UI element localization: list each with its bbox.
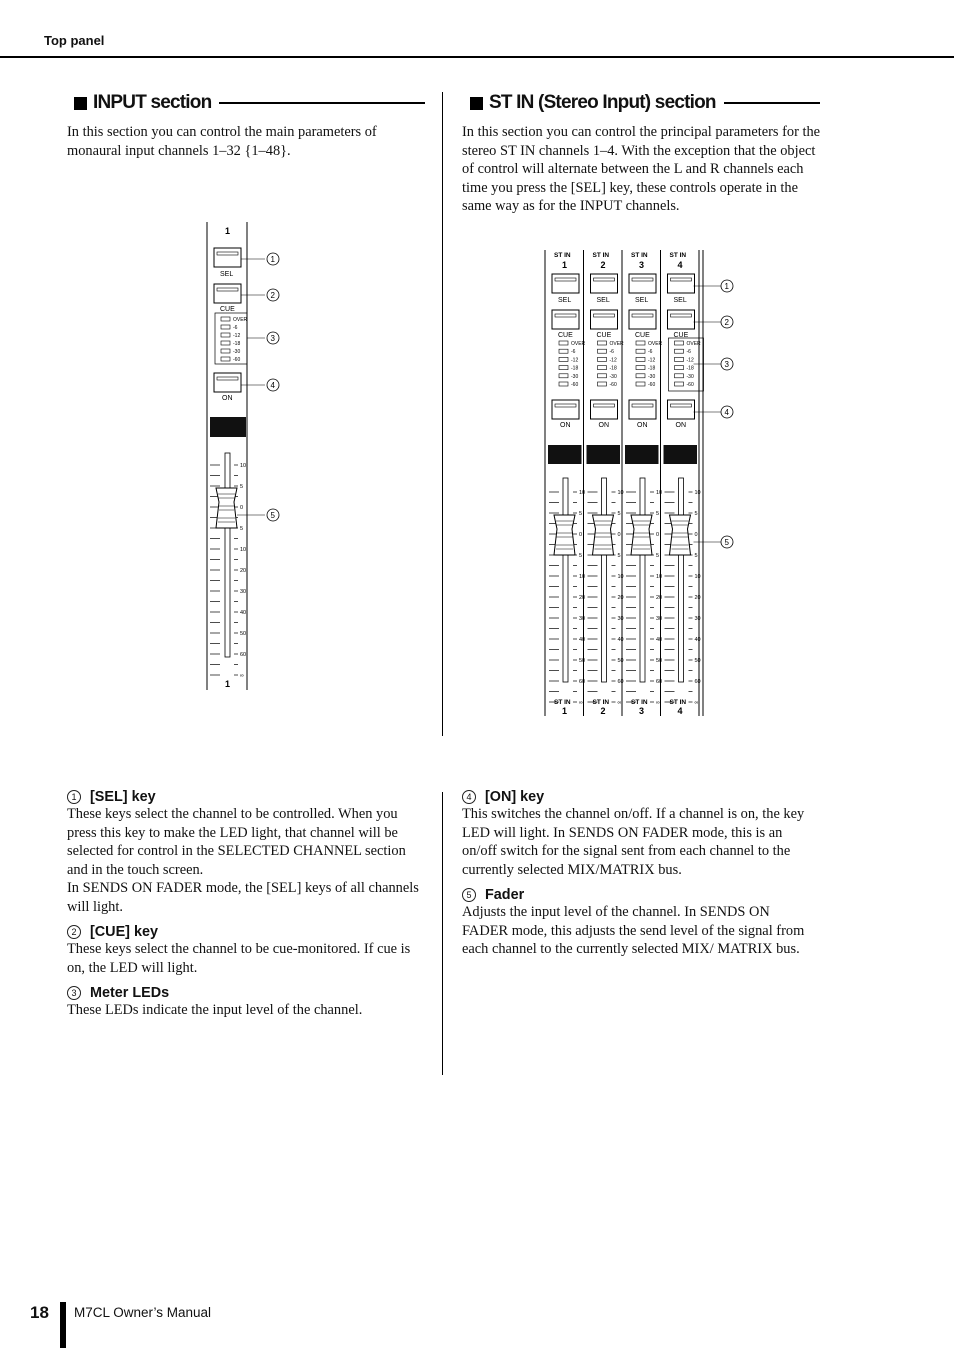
- stin-on-label: ON: [637, 422, 648, 429]
- meter-label: -6: [648, 349, 653, 356]
- meter-led: [636, 357, 645, 361]
- input-section-intro: In this section you can control the main parameters of monaural input channels 1–32 {1–48}.: [67, 124, 377, 159]
- callout-number: 3: [724, 360, 729, 369]
- sel-key: [214, 248, 241, 267]
- stin-number: 1: [562, 260, 568, 270]
- callout-number: 1: [270, 255, 275, 264]
- fader-scale-label: 30: [617, 616, 624, 622]
- fader-scale-label: 20: [579, 595, 586, 601]
- fader-scale-label: 20: [617, 595, 624, 601]
- meter-label: -30: [609, 373, 617, 380]
- meter-led: [675, 341, 684, 345]
- meter-label: -6: [233, 325, 238, 331]
- stin-on-key: [668, 400, 695, 419]
- key-led: [632, 278, 653, 281]
- stin-cue-key: [591, 310, 618, 329]
- fader-scale-label: 10: [240, 547, 247, 553]
- fader-scale-label: ∞: [617, 700, 622, 706]
- fader-scale-label: 20: [694, 595, 701, 601]
- stin-name-display: [587, 445, 621, 464]
- meter-label: -12: [686, 357, 694, 364]
- meter-label: -18: [686, 365, 694, 372]
- fader-scale-label: 5: [240, 484, 244, 490]
- meter-led: [598, 366, 607, 370]
- item-cue-heading: 2 [CUE] key: [67, 924, 422, 940]
- meter-label: -60: [571, 382, 579, 388]
- meter-led: [559, 349, 568, 353]
- callout-number: 5: [724, 538, 729, 547]
- meter-label: -18: [648, 365, 656, 372]
- meter-label: -6: [571, 349, 576, 356]
- fader-scale-label: 0: [694, 532, 698, 538]
- stin-label-bottom: ST IN: [554, 699, 571, 706]
- stin-fader-slot: [602, 478, 607, 682]
- stin-section-title: [470, 92, 820, 114]
- stin-label-bottom: ST IN: [669, 699, 687, 706]
- fader-scale-label: 5: [579, 553, 583, 559]
- meter-label: -12: [571, 357, 579, 364]
- item-cue-text: These keys select the channel to be cue-monitored. If cue is on, the LED will light.: [67, 941, 411, 976]
- meter-led: [221, 317, 230, 321]
- meter-label: -12: [609, 357, 617, 364]
- key-led: [555, 314, 576, 317]
- fader-scale-label: 60: [240, 652, 247, 658]
- key-led: [671, 278, 692, 281]
- meter-led: [559, 382, 568, 386]
- items-left-column: [67, 789, 422, 1020]
- circled-number-4-icon: 4: [462, 790, 476, 804]
- fader-scale-label: 60: [694, 679, 701, 685]
- fader-scale-label: 60: [579, 679, 586, 685]
- key-led: [594, 404, 615, 407]
- fader-scale-label: 5: [240, 526, 244, 532]
- fader-knob: [216, 488, 237, 528]
- stin-name-display: [664, 445, 698, 464]
- stin-number-bottom: 4: [677, 706, 683, 716]
- circled-number-3-icon: 3: [67, 986, 81, 1000]
- fader-scale-label: 40: [694, 637, 701, 643]
- meter-label: -60: [686, 382, 694, 388]
- stin-section-intro: In this section you can control the principal parameters for the stereo ST IN channels 1–4. With the exception that the object of control will alternate between the L and R channels each time you press the [SEL] key, these controls operate in the same way as for the INPUT channels.: [462, 124, 821, 214]
- meter-led: [221, 333, 230, 337]
- meter-led: [598, 357, 607, 361]
- item-meter-heading: 3 Meter LEDs: [67, 985, 422, 1001]
- square-bullet-icon: [74, 97, 87, 110]
- callout-number: 4: [724, 408, 729, 417]
- fader-scale-label: 30: [694, 616, 701, 622]
- callout-number: 2: [270, 291, 275, 300]
- stin-number-bottom: 1: [562, 706, 568, 716]
- meter-label: -60: [233, 357, 241, 363]
- header-rule: [0, 56, 954, 58]
- stin-on-label: ON: [560, 422, 571, 429]
- fader-scale-label: 10: [656, 490, 663, 496]
- column-divider-bottom: [442, 792, 443, 1075]
- fader-scale-label: 10: [240, 463, 247, 469]
- meter-led: [636, 349, 645, 353]
- title-rule: [724, 102, 820, 104]
- stin-channel-strip: [548, 252, 586, 716]
- meter-led: [598, 382, 607, 386]
- stin-on-label: ON: [598, 422, 609, 429]
- fader-scale-label: 0: [240, 505, 244, 511]
- stin-cue-label: CUE: [673, 332, 689, 339]
- fader-scale-label: 5: [617, 511, 621, 517]
- key-led: [671, 314, 692, 317]
- fader-scale-label: 0: [617, 532, 621, 538]
- item-on-heading: 4 [ON] key: [462, 789, 814, 805]
- stin-fader-slot: [563, 478, 568, 682]
- fader-scale-label: 10: [579, 574, 586, 580]
- input-section-title: [74, 92, 425, 114]
- stin-section-title-text: ST IN (Stereo Input) section: [489, 92, 716, 113]
- fader-scale-label: 30: [579, 616, 586, 622]
- stin-cue-label: CUE: [635, 332, 650, 339]
- meter-label: -60: [609, 382, 617, 388]
- fader-scale-label: 50: [656, 658, 663, 664]
- meter-label: -30: [686, 373, 694, 380]
- fader-scale-label: 40: [656, 637, 663, 643]
- stin-channel-strip: [625, 252, 663, 716]
- key-led: [555, 278, 576, 281]
- channel-name-display: [210, 417, 246, 437]
- square-bullet-icon: [470, 97, 483, 110]
- stin-on-key: [552, 400, 579, 419]
- stin-sel-label: SEL: [558, 297, 572, 304]
- stin-number: 3: [639, 260, 645, 270]
- meter-led: [598, 341, 607, 345]
- meter-label: OVER: [233, 317, 248, 323]
- title-rule: [219, 102, 425, 104]
- callout-number: 5: [270, 511, 275, 520]
- fader-scale-label: ∞: [579, 700, 583, 706]
- fader-scale-label: 5: [694, 553, 698, 559]
- callout-number: 2: [724, 318, 729, 327]
- running-header: Top panel: [44, 33, 105, 48]
- fader-scale-label: 10: [579, 490, 586, 496]
- fader-scale-label: 10: [694, 574, 701, 580]
- item-fader-heading: 5 Fader: [462, 887, 814, 903]
- meter-led: [675, 374, 684, 378]
- meter-led: [559, 374, 568, 378]
- fader-scale-label: 60: [617, 679, 624, 685]
- fader-scale-label: 0: [579, 532, 583, 538]
- meter-led: [221, 357, 230, 361]
- meter-label: -30: [571, 373, 579, 380]
- fader-scale-label: 20: [656, 595, 663, 601]
- sel-label: SEL: [220, 271, 234, 278]
- meter-label: OVER: [648, 341, 663, 347]
- meter-label: -6: [609, 349, 614, 356]
- meter-led: [675, 357, 684, 361]
- callout-number: 4: [270, 381, 275, 390]
- fader-scale-label: 30: [240, 589, 247, 595]
- stin-channel-strip: [587, 252, 625, 716]
- column-divider-top: [442, 92, 443, 736]
- circled-number-1-icon: 1: [67, 790, 81, 804]
- fader-scale-label: 60: [656, 679, 663, 685]
- callout-number: 3: [270, 334, 275, 343]
- meter-led: [598, 374, 607, 378]
- meter-label: OVER: [686, 341, 701, 347]
- meter-label: -18: [233, 341, 241, 347]
- stin-fader-slot: [679, 478, 684, 682]
- item-fader-text: Adjusts the input level of the channel. In SENDS ON FADER mode, this adjusts the send level of the signal from each channel to the currently selected MIX/ MATRIX bus.: [462, 904, 805, 957]
- fader-scale-label: 0: [656, 532, 660, 538]
- meter-led: [221, 325, 230, 329]
- stin-label: ST IN: [554, 252, 571, 259]
- meter-label: -12: [233, 333, 241, 339]
- fader-scale-label: 5: [694, 511, 698, 517]
- meter-led: [675, 366, 684, 370]
- meter-led: [636, 341, 645, 345]
- fader-scale-label: 5: [656, 553, 660, 559]
- stin-on-label: ON: [675, 422, 686, 429]
- stin-cue-label: CUE: [558, 332, 573, 339]
- key-led: [594, 314, 615, 317]
- stin-cue-key: [668, 310, 695, 329]
- meter-led: [675, 382, 684, 386]
- callout-number: 1: [724, 282, 729, 291]
- stin-name-display: [625, 445, 659, 464]
- stin-name-display: [548, 445, 582, 464]
- stin-label-bottom: ST IN: [631, 699, 648, 706]
- item-on-text: This switches the channel on/off. If a channel is on, the key LED will light. In SENDS ON FADER mode, this is an on/off switch for the signal sent from each channel to the currently selected MIX/MATRIX bus.: [462, 806, 805, 878]
- fader-scale-label: ∞: [240, 673, 244, 679]
- page-number: 18: [30, 1303, 49, 1322]
- meter-led: [221, 341, 230, 345]
- fader-scale-label: 10: [617, 490, 624, 496]
- fader-scale-label: 10: [694, 490, 701, 496]
- meter-led: [675, 349, 684, 353]
- meter-led: [559, 341, 568, 345]
- fader-scale-label: 50: [694, 658, 701, 664]
- stin-number: 4: [677, 260, 683, 270]
- stin-label: ST IN: [669, 252, 687, 259]
- fader-scale-label: 40: [240, 610, 247, 616]
- stin-number-bottom: 2: [600, 706, 606, 716]
- key-led: [632, 404, 653, 407]
- input-channel-diagram: [200, 222, 310, 694]
- stin-cue-label: CUE: [596, 332, 612, 339]
- meter-label: -12: [648, 357, 656, 364]
- key-led: [632, 314, 653, 317]
- cue-key: [214, 284, 241, 303]
- stin-channel-diagram: [540, 246, 740, 718]
- fader-scale-label: 50: [579, 658, 586, 664]
- stin-number-bottom: 3: [639, 706, 645, 716]
- fader-slot: [225, 453, 230, 657]
- item-meter-text: These LEDs indicate the input level of the channel.: [67, 1002, 363, 1018]
- fader-scale-label: ∞: [694, 700, 699, 706]
- footer-bar: [60, 1302, 66, 1348]
- on-key: [214, 373, 241, 392]
- stin-sel-label: SEL: [673, 297, 687, 304]
- meter-label: OVER: [609, 341, 624, 347]
- stin-sel-label: SEL: [635, 297, 649, 304]
- meter-led: [559, 357, 568, 361]
- stin-label: ST IN: [631, 252, 648, 259]
- manual-title: M7CL Owner’s Manual: [74, 1305, 212, 1320]
- fader-scale-label: 50: [617, 658, 624, 664]
- fader-scale-label: ∞: [656, 700, 660, 706]
- channel-number-top: 1: [225, 226, 231, 236]
- stin-channel-strip: [664, 252, 702, 716]
- stin-label: ST IN: [592, 252, 610, 259]
- meter-led: [559, 366, 568, 370]
- meter-led: [221, 349, 230, 353]
- circled-number-5-icon: 5: [462, 888, 476, 902]
- item-sel-heading: 1 [SEL] key: [67, 789, 422, 805]
- meter-led: [636, 374, 645, 378]
- item-sel-text-2: In SENDS ON FADER mode, the [SEL] keys of all channels will light.: [67, 880, 419, 915]
- cue-label: CUE: [220, 306, 235, 313]
- items-right-column: [462, 789, 814, 959]
- fader-scale-label: 5: [579, 511, 583, 517]
- fader-scale-label: 5: [617, 553, 621, 559]
- stin-sel-label: SEL: [596, 297, 610, 304]
- meter-label: -18: [609, 365, 617, 372]
- meter-led: [636, 366, 645, 370]
- fader-scale-label: 10: [617, 574, 624, 580]
- key-led: [555, 404, 576, 407]
- stin-sel-key: [591, 274, 618, 293]
- item-sel-text-1: These keys select the channel to be controlled. When you press this key to make the LED light, that channel will be selected for control in the SELECTED CHANNEL section and in the touch screen.: [67, 806, 406, 878]
- stin-on-key: [629, 400, 656, 419]
- fader-scale-label: 10: [656, 574, 663, 580]
- stin-sel-key: [629, 274, 656, 293]
- input-section-title-text: INPUT section: [93, 92, 212, 113]
- stin-on-key: [591, 400, 618, 419]
- meter-label: -30: [233, 349, 241, 355]
- key-led: [594, 278, 615, 281]
- stin-label-bottom: ST IN: [592, 699, 610, 706]
- on-label: ON: [222, 395, 233, 402]
- meter-led: [636, 382, 645, 386]
- channel-number-bottom: 1: [225, 679, 231, 689]
- fader-scale-label: 30: [656, 616, 663, 622]
- stin-fader-slot: [640, 478, 645, 682]
- meter-label: -30: [648, 373, 656, 380]
- fader-scale-label: 40: [617, 637, 624, 643]
- meter-led: [598, 349, 607, 353]
- fader-scale-label: 5: [656, 511, 660, 517]
- stin-sel-key: [668, 274, 695, 293]
- stin-cue-key: [629, 310, 656, 329]
- meter-label: -6: [686, 349, 691, 356]
- fader-scale-label: 40: [579, 637, 586, 643]
- key-led: [671, 404, 692, 407]
- fader-scale-label: 20: [240, 568, 247, 574]
- meter-label: OVER: [571, 341, 586, 347]
- stin-cue-key: [552, 310, 579, 329]
- stin-number: 2: [600, 260, 606, 270]
- fader-scale-label: 50: [240, 631, 247, 637]
- meter-label: -60: [648, 382, 656, 388]
- meter-label: -18: [571, 365, 579, 372]
- circled-number-2-icon: 2: [67, 925, 81, 939]
- stin-sel-key: [552, 274, 579, 293]
